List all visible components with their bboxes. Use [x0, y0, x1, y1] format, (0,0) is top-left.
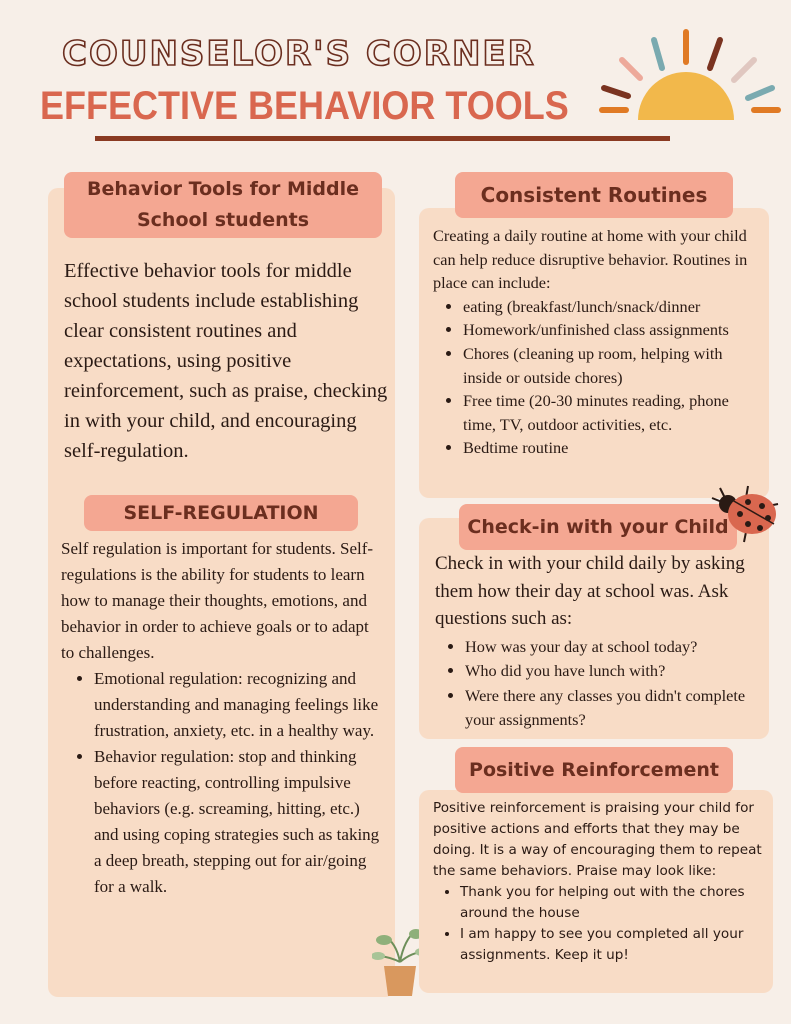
positive-text: Positive reinforcement is praising your child for positive actions and efforts that they may be doing. It is a way of encouraging them to repeat the same behaviors. Praise may look like:: [433, 800, 762, 879]
checkin-heading: Check-in with your Child: [459, 504, 737, 550]
list-item: • Bedtime routine: [463, 436, 763, 460]
list-item: • Emotional regulation: recognizing and understanding and managing feelings like frustration, anxiety, etc. in a healthy way.: [94, 666, 385, 744]
intro-text: Effective behavior tools for middle school students include establishing clear consistent routines and expectations, using positive reinforcement, such as praise, checking in with your child, and encouraging self-regulation.: [64, 260, 388, 462]
list-item: • I am happy to see you completed all your assignments. Keep it up!: [460, 924, 773, 966]
list-item: • Chores (cleaning up room, helping with inside or outside chores): [463, 342, 763, 389]
positive-section: [433, 798, 773, 966]
routines-heading: Consistent Routines: [455, 172, 733, 218]
list-item: • Free time (20-30 minutes reading, phone time, TV, outdoor activities, etc.: [463, 389, 763, 436]
intro-heading: Behavior Tools for Middle School students: [64, 172, 382, 238]
self-regulation-text: Self regulation is important for students. Self-regulations is the ability for students to learn how to manage their thoughts, emotions, and behavior in order to achieve goals or to adapt to challenges.: [61, 539, 374, 662]
list-item: • Were there any classes you didn't complete your assignments?: [465, 684, 765, 733]
ladybug-icon: [708, 482, 782, 546]
checkin-section: [435, 550, 765, 733]
sun-icon: [598, 28, 783, 123]
routines-section: [433, 224, 763, 460]
list-item: • Who did you have lunch with?: [465, 659, 765, 684]
self-regulation-heading: SELF-REGULATION: [84, 495, 358, 531]
checkin-text: Check in with your child daily by asking them how their day at school was. Ask questions such as:: [435, 553, 745, 629]
list-item: • Homework/unfinished class assignments: [463, 318, 763, 342]
list-item: • How was your day at school today?: [465, 635, 765, 660]
self-regulation-section: [61, 536, 385, 900]
positive-heading: Positive Reinforcement: [455, 747, 733, 793]
divider: [95, 136, 670, 141]
list-item: • Behavior regulation: stop and thinking before reacting, controlling impulsive behaviors (e.g. screaming, hitting, etc.) and using coping strategies such as taking a deep breath, stepping out for air/going for a walk.: [94, 744, 385, 900]
kicker-title: COUNSELOR'S CORNER: [62, 34, 536, 74]
page-title: EFFECTIVE BEHAVIOR TOOLS: [40, 84, 569, 128]
routines-text: Creating a daily routine at home with your child can help reduce disruptive behavior. Routines in place can include:: [433, 226, 748, 293]
list-item: • Thank you for helping out with the chores around the house: [460, 882, 773, 924]
list-item: • eating (breakfast/lunch/snack/dinner: [463, 295, 763, 319]
